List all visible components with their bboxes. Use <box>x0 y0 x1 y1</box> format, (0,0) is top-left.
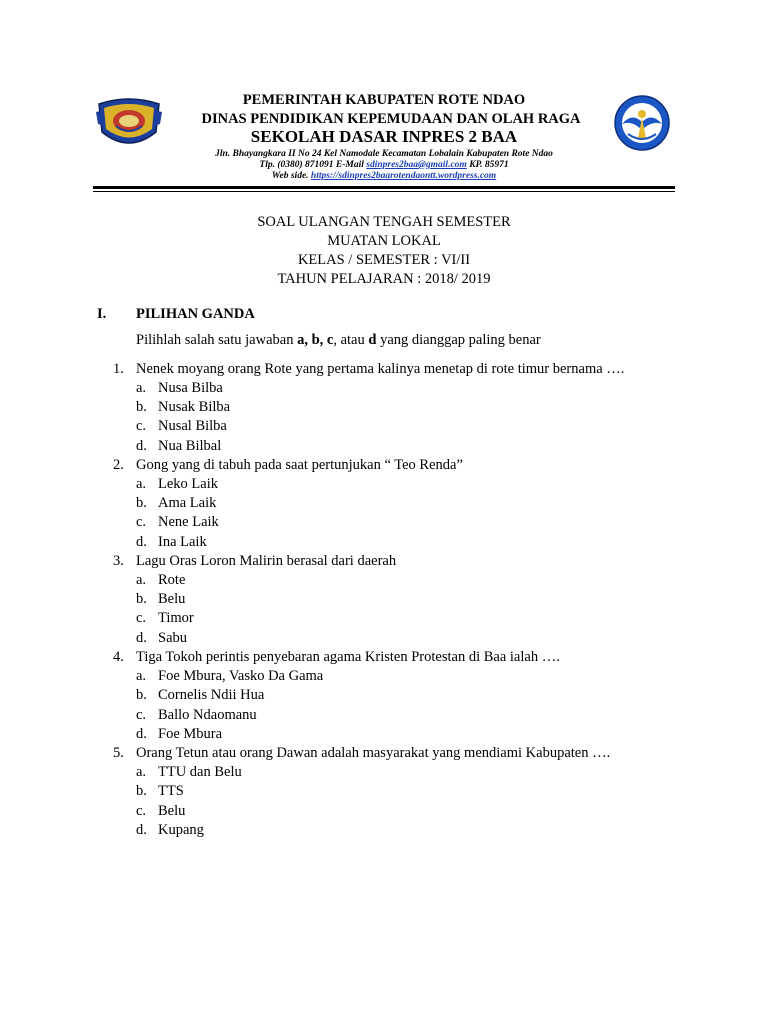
option-letter: d. <box>136 726 147 742</box>
option-text: Foe Mbura <box>158 726 223 742</box>
option-text: TTS <box>158 783 184 799</box>
section-number: I. <box>97 306 107 322</box>
option-letter: b. <box>136 495 147 511</box>
option-text: Rote <box>158 572 186 588</box>
header-school-name: SEKOLAH DASAR INPRES 2 BAA <box>250 127 518 146</box>
option-letter: b. <box>136 399 147 415</box>
option-text: TTU dan Belu <box>158 764 242 780</box>
header-divider-thin <box>93 191 675 192</box>
question-text: Orang Tetun atau orang Dawan adalah masyarakat yang mendiami Kabupaten …. <box>136 745 611 761</box>
option-text: Ballo Ndaomanu <box>158 707 257 723</box>
option-letter: d. <box>136 534 147 550</box>
question-number: 4. <box>113 649 124 665</box>
option-text: Leko Laik <box>158 476 218 492</box>
option-text: Nua Bilbal <box>158 438 222 454</box>
option-letter: b. <box>136 687 147 703</box>
option-text: Nusa Bilba <box>158 380 223 396</box>
question-text: Gong yang di tabuh pada saat pertunjukan “ Teo Renda” <box>136 457 463 473</box>
option-text: Belu <box>158 803 186 819</box>
option-letter: d. <box>136 822 147 838</box>
header-email-link[interactable]: sdinpres2baa@gmail.com <box>366 160 467 170</box>
option-text: Nene Laik <box>158 514 219 530</box>
option-letter: a. <box>136 764 147 780</box>
option-text: Ina Laik <box>158 534 207 550</box>
option-letter: c. <box>136 803 147 819</box>
exam-class-semester: KELAS / SEMESTER : VI/II <box>297 252 471 268</box>
header-government: PEMERINTAH KABUPATEN ROTE NDAO <box>242 92 526 108</box>
header-divider-thick <box>93 186 675 189</box>
instruction-option-d-bold: d <box>368 332 377 348</box>
option-letter: a. <box>136 380 147 396</box>
header-website-link[interactable]: https://sdinpres2baarotendaontt.wordpress.com <box>310 171 497 181</box>
header-phone: Tlp. (0380) 871091 E-Mail <box>259 160 364 170</box>
instruction-text-mid: , atau <box>333 332 365 348</box>
instruction-text: Pilihlah salah satu jawaban <box>136 332 294 348</box>
header-website-label: Web side. <box>271 171 309 181</box>
option-letter: d. <box>136 630 147 646</box>
option-letter: c. <box>136 514 147 530</box>
question-number: 2. <box>113 457 124 473</box>
option-text: Belu <box>158 591 186 607</box>
option-letter: b. <box>136 783 147 799</box>
header-department: DINAS PENDIDIKAN KEPEMUDAAN DAN OLAH RAGA <box>201 111 581 127</box>
section-title: PILIHAN GANDA <box>136 306 255 322</box>
option-letter: a. <box>136 572 147 588</box>
header-address: Jln. Bhayangkara II No 24 Kel Namodale Kecamatan Lobalain Kabupaten Rote Ndao <box>215 149 553 159</box>
option-letter: b. <box>136 591 147 607</box>
option-text: Nusak Bilba <box>158 399 231 415</box>
option-text: Foe Mbura, Vasko Da Gama <box>158 668 324 684</box>
instruction-options-bold: a, b, c <box>297 332 334 348</box>
question-number: 3. <box>113 553 124 569</box>
option-letter: c. <box>136 610 147 626</box>
option-letter: c. <box>136 707 147 723</box>
header-website-line <box>0 171 768 181</box>
exam-academic-year: TAHUN PELAJARAN : 2018/ 2019 <box>277 271 491 287</box>
option-text: Nusal Bilba <box>158 418 227 434</box>
option-letter: a. <box>136 668 147 684</box>
option-text: Cornelis Ndii Hua <box>158 687 265 703</box>
option-text: Sabu <box>158 630 187 646</box>
header-contact <box>0 160 768 170</box>
question-text: Tiga Tokoh perintis penyebaran agama Kristen Protestan di Baa ialah …. <box>136 649 560 665</box>
option-text: Ama Laik <box>158 495 217 511</box>
question-number: 5. <box>113 745 124 761</box>
question-number: 1. <box>113 361 124 377</box>
option-text: Timor <box>158 610 194 626</box>
header-postal: KP. 85971 <box>469 160 509 170</box>
exam-subject: MUATAN LOKAL <box>327 233 441 249</box>
instruction-text-end: yang dianggap paling benar <box>380 332 541 348</box>
option-text: Kupang <box>158 822 204 838</box>
question-text: Lagu Oras Loron Malirin berasal dari daerah <box>136 553 397 569</box>
section-instruction <box>136 332 541 349</box>
option-letter: a. <box>136 476 147 492</box>
question-text: Nenek moyang orang Rote yang pertama kalinya menetap di rote timur bernama …. <box>136 361 625 377</box>
option-letter: c. <box>136 418 147 434</box>
option-letter: d. <box>136 438 147 454</box>
exam-title: SOAL ULANGAN TENGAH SEMESTER <box>257 214 511 230</box>
